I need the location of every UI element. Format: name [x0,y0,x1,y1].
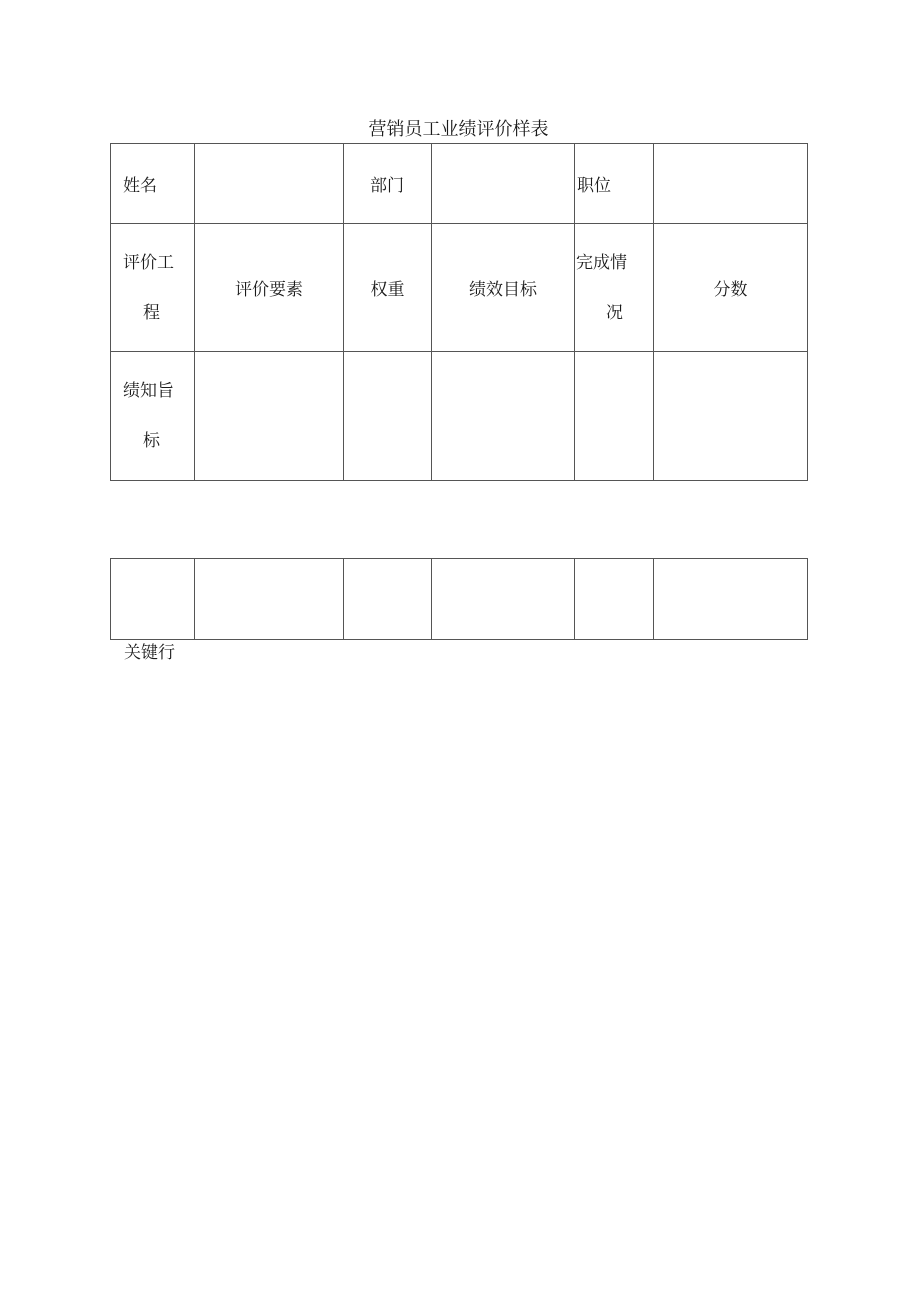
dept-value-cell[interactable] [432,144,575,224]
page-title: 营销员工业绩评价样表 [368,119,549,140]
key-row-label: 关键行 [124,643,175,663]
table-row-performance [111,352,808,481]
header-item-line1: 评价工 [123,252,174,273]
header-completion-cell [575,224,654,352]
performance-target-cell[interactable] [432,352,575,481]
header-completion-line1: 完成情 [576,252,627,273]
position-value-cell[interactable] [654,144,808,224]
position-label: 职位 [575,144,654,224]
performance-label-cell [111,352,195,481]
key-label-cell[interactable] [111,559,195,640]
key-row-table [110,558,808,640]
header-item-cell [111,224,195,352]
header-item-line2: 程 [143,302,160,323]
header-weight: 权重 [344,224,432,352]
dept-label: 部门 [344,144,432,224]
evaluation-table [110,143,808,481]
key-factor-cell[interactable] [195,559,344,640]
header-factor: 评价要素 [195,224,344,352]
performance-factor-cell[interactable] [195,352,344,481]
key-score-cell[interactable] [654,559,808,640]
key-target-cell[interactable] [432,559,575,640]
header-score: 分数 [654,224,808,352]
table-row-header [111,224,808,352]
performance-label-line1: 绩知旨 [123,381,174,401]
header-completion-line2: 况 [606,302,623,323]
performance-completion-cell[interactable] [575,352,654,481]
header-target: 绩效目标 [432,224,575,352]
name-value-cell[interactable] [195,144,344,224]
key-completion-cell[interactable] [575,559,654,640]
table-row-key [111,559,808,640]
performance-score-cell[interactable] [654,352,808,481]
table-row-info [111,144,808,224]
performance-label-line2: 标 [143,431,160,451]
key-weight-cell[interactable] [344,559,432,640]
name-label: 姓名 [111,144,195,224]
performance-weight-cell[interactable] [344,352,432,481]
